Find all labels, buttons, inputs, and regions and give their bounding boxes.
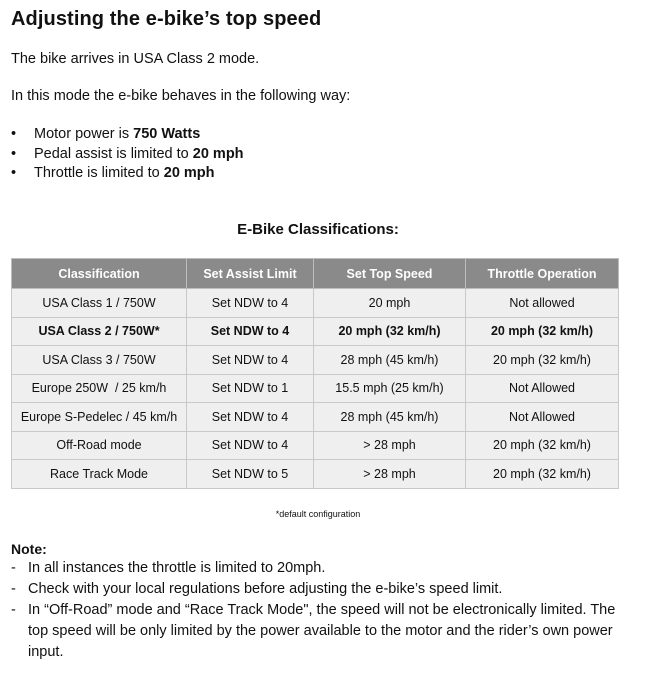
table-header-row [12, 259, 619, 289]
page-title: Adjusting the e-bike’s top speed [11, 8, 322, 30]
table-cell: Set NDW to 5 [187, 460, 314, 489]
list-item [11, 125, 244, 145]
table-cell: USA Class 1 / 750W [12, 289, 187, 318]
note-text: In all instances the throttle is limited to 20mph. [28, 560, 326, 576]
table-cell: Not Allowed [466, 374, 619, 403]
bullet-text: Motor power is [34, 126, 134, 142]
table-row [12, 374, 619, 403]
table-row [12, 460, 619, 489]
table-row-default [12, 317, 619, 346]
bullet-value: 20 mph [163, 165, 215, 181]
note-text: In “Off-Road” mode and “Race Track Mode", the speed will not be electronically limited. The top speed will be only limited by the power available to the motor and the rider’s own power input. [28, 602, 616, 660]
behavior-list [11, 125, 244, 184]
dash-icon: - [11, 602, 16, 618]
table-cell: 15.5 mph (25 km/h) [314, 374, 466, 403]
table-cell: > 28 mph [314, 431, 466, 460]
table-cell: Europe 250W / 25 km/h [12, 374, 187, 403]
dash-icon: - [11, 581, 16, 597]
intro-text: The bike arrives in USA Class 2 mode. [11, 51, 260, 67]
table-row [12, 346, 619, 375]
table-footnote: *default configuration [275, 509, 361, 519]
table-cell: 20 mph (32 km/h) [466, 346, 619, 375]
note-text: Check with your local regulations before adjusting the e-bike’s speed limit. [28, 581, 503, 597]
table-row [12, 431, 619, 460]
table-cell: Not Allowed [466, 403, 619, 432]
table-cell: Set NDW to 4 [187, 289, 314, 318]
table-cell: USA Class 3 / 750W [12, 346, 187, 375]
table-cell: USA Class 2 / 750W* [12, 317, 187, 346]
table-cell: 28 mph (45 km/h) [314, 403, 466, 432]
note-item [11, 600, 621, 663]
table-cell: 20 mph (32 km/h) [466, 431, 619, 460]
table-cell: 20 mph (32 km/h) [466, 460, 619, 489]
bullet-text: Throttle is limited to [34, 165, 164, 181]
bullet-icon: • [11, 145, 17, 162]
behavior-intro-text: In this mode the e-bike behaves in the following way: [11, 88, 351, 104]
note-item [11, 558, 621, 579]
table-cell: Set NDW to 4 [187, 346, 314, 375]
list-item [11, 164, 244, 184]
table-cell: Not allowed [466, 289, 619, 318]
note-list [11, 558, 621, 663]
table-cell: Set NDW to 1 [187, 374, 314, 403]
table-cell: Off-Road mode [12, 431, 187, 460]
table-cell: Set NDW to 4 [187, 403, 314, 432]
bullet-icon: • [11, 126, 17, 142]
list-item [11, 145, 244, 165]
table-cell: 20 mph [314, 289, 466, 318]
table-cell: Race Track Mode [12, 460, 187, 489]
bullet-text: Pedal assist is limited to [34, 145, 193, 162]
table-cell: 28 mph (45 km/h) [314, 346, 466, 375]
table-cell: 20 mph (32 km/h) [314, 317, 466, 346]
bullet-icon: • [11, 165, 17, 181]
bullet-value: 750 Watts [133, 126, 201, 142]
header-top-speed: Set Top Speed [314, 259, 466, 289]
classification-table [11, 258, 619, 489]
table-cell: Set NDW to 4 [187, 431, 314, 460]
dash-icon: - [11, 560, 16, 576]
note-item [11, 579, 621, 600]
table-row [12, 403, 619, 432]
note-label: Note: [11, 541, 47, 557]
table-cell: Europe S-Pedelec / 45 km/h [12, 403, 187, 432]
table-cell: Set NDW to 4 [187, 317, 314, 346]
table-cell: > 28 mph [314, 460, 466, 489]
bullet-value: 20 mph [192, 145, 244, 162]
table-cell: 20 mph (32 km/h) [466, 317, 619, 346]
header-classification: Classification [12, 259, 187, 289]
table-row [12, 289, 619, 318]
table-title: E-Bike Classifications: [237, 221, 399, 238]
header-throttle: Throttle Operation [466, 259, 619, 289]
header-assist-limit: Set Assist Limit [187, 259, 314, 289]
